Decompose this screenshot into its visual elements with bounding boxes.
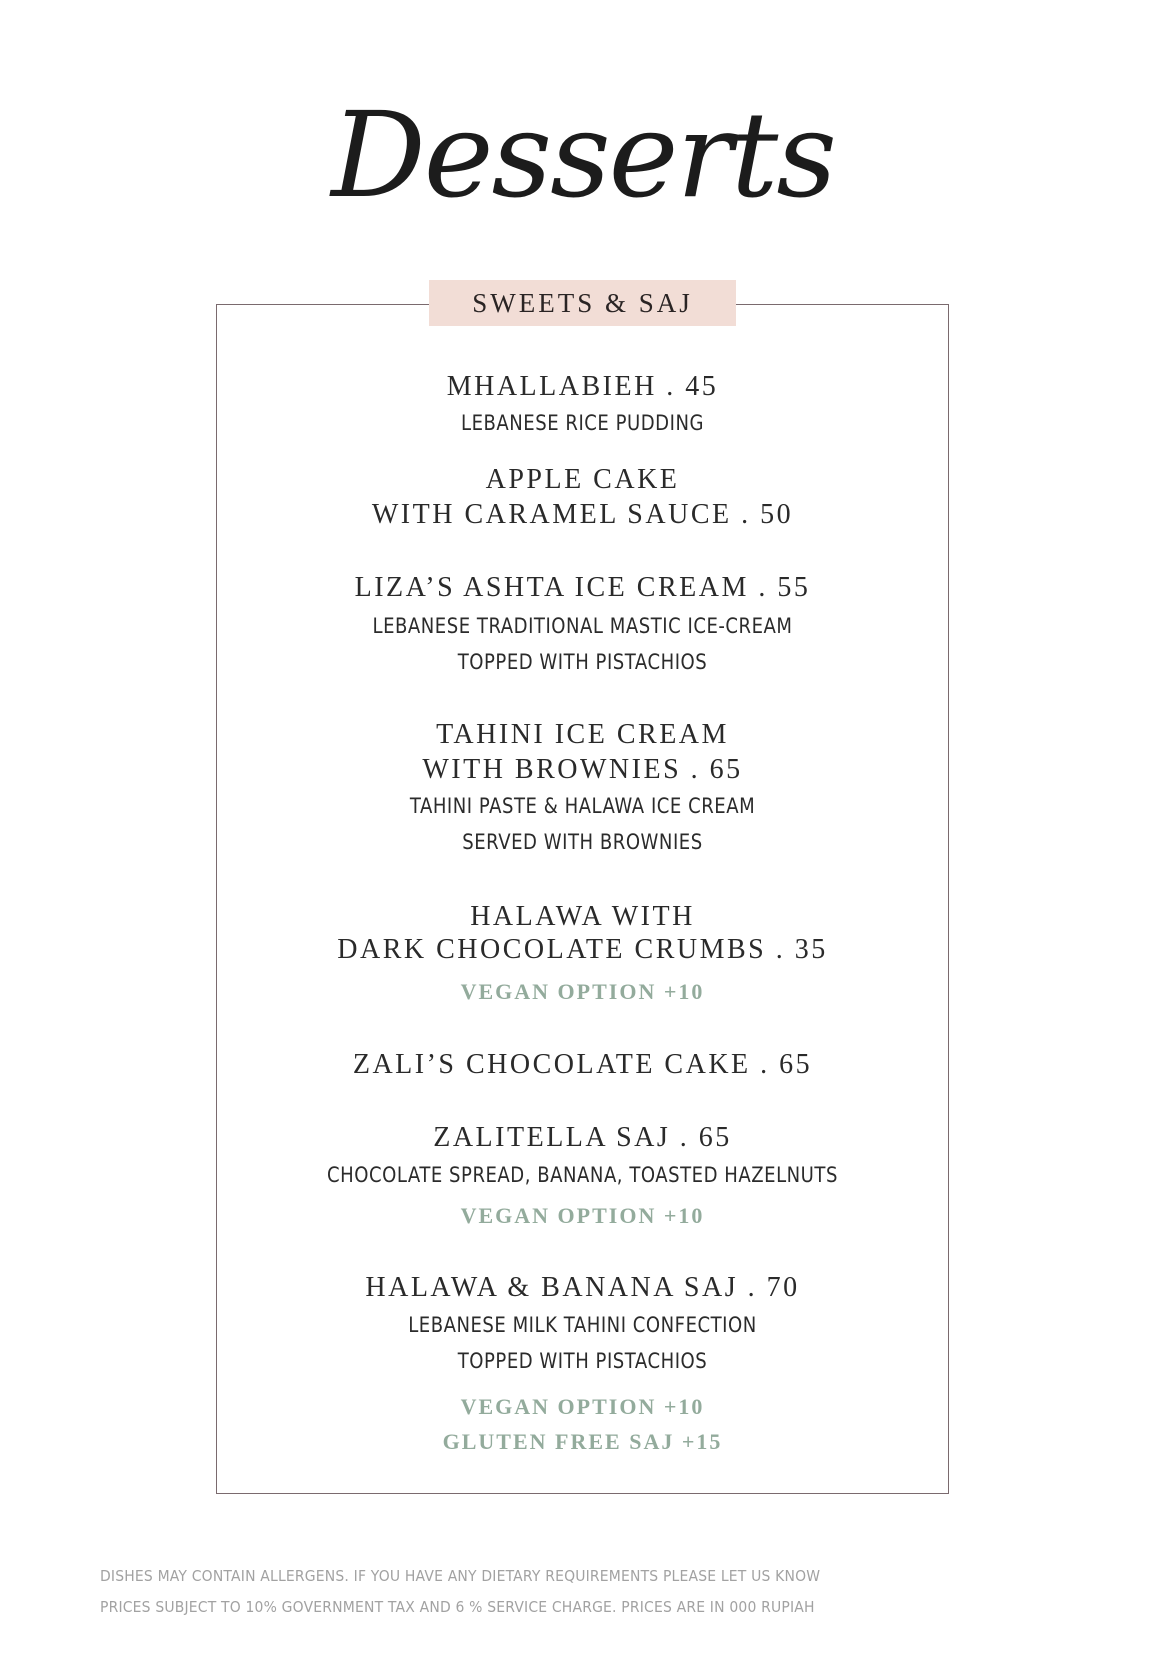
menu-item-name: MHALLABIEH . 45 [446, 371, 719, 402]
menu-item-description: LEBANESE TRADITIONAL MASTIC ICE-CREAM [372, 614, 793, 638]
menu-item-description: TOPPED WITH PISTACHIOS [457, 650, 708, 674]
menu-item-name: APPLE CAKE [485, 464, 680, 495]
vegan-option: VEGAN OPTION +10 [460, 1203, 705, 1228]
menu-item-description: SERVED WITH BROWNIES [462, 830, 703, 854]
menu-item-description: TOPPED WITH PISTACHIOS [457, 1349, 708, 1373]
menu-item-name: ZALITELLA SAJ . 65 [433, 1122, 732, 1153]
menu-item-description: TAHINI PASTE & HALAWA ICE CREAM [409, 794, 756, 818]
menu-item-name: ZALI’S CHOCOLATE CAKE . 65 [352, 1049, 813, 1080]
menu-item-name: WITH CARAMEL SAUCE . 50 [371, 499, 794, 530]
menu-item-name: HALAWA & BANANA SAJ . 70 [365, 1272, 800, 1303]
menu-item-name: TAHINI ICE CREAM [436, 719, 729, 750]
gluten-free-option: GLUTEN FREE SAJ +15 [442, 1429, 723, 1454]
menu-item-name: WITH BROWNIES . 65 [422, 754, 743, 785]
page-title [0, 70, 1166, 240]
pricing-notice: PRICES SUBJECT TO 10% GOVERNMENT TAX AND 6 % SERVICE CHARGE. PRICES ARE IN 000 RUPIAH [100, 1598, 815, 1616]
menu-item-name: LIZA’S ASHTA ICE CREAM . 55 [354, 572, 811, 603]
menu-item-description: LEBANESE RICE PUDDING [460, 411, 704, 435]
menu-item-description: LEBANESE MILK TAHINI CONFECTION [408, 1313, 757, 1337]
section-label: SWEETS & SAJ [429, 280, 736, 326]
page-title-text: Desserts [331, 86, 835, 224]
vegan-option: VEGAN OPTION +10 [460, 979, 705, 1004]
menu-item-description: CHOCOLATE SPREAD, BANANA, TOASTED HAZELNUTS [327, 1163, 838, 1187]
vegan-option: VEGAN OPTION +10 [460, 1394, 705, 1419]
menu-item-name: DARK CHOCOLATE CRUMBS . 35 [337, 934, 828, 965]
allergen-notice: DISHES MAY CONTAIN ALLERGENS. IF YOU HAVE ANY DIETARY REQUIREMENTS PLEASE LET US KNOW [100, 1567, 821, 1585]
menu-item-name: HALAWA WITH [470, 901, 695, 932]
